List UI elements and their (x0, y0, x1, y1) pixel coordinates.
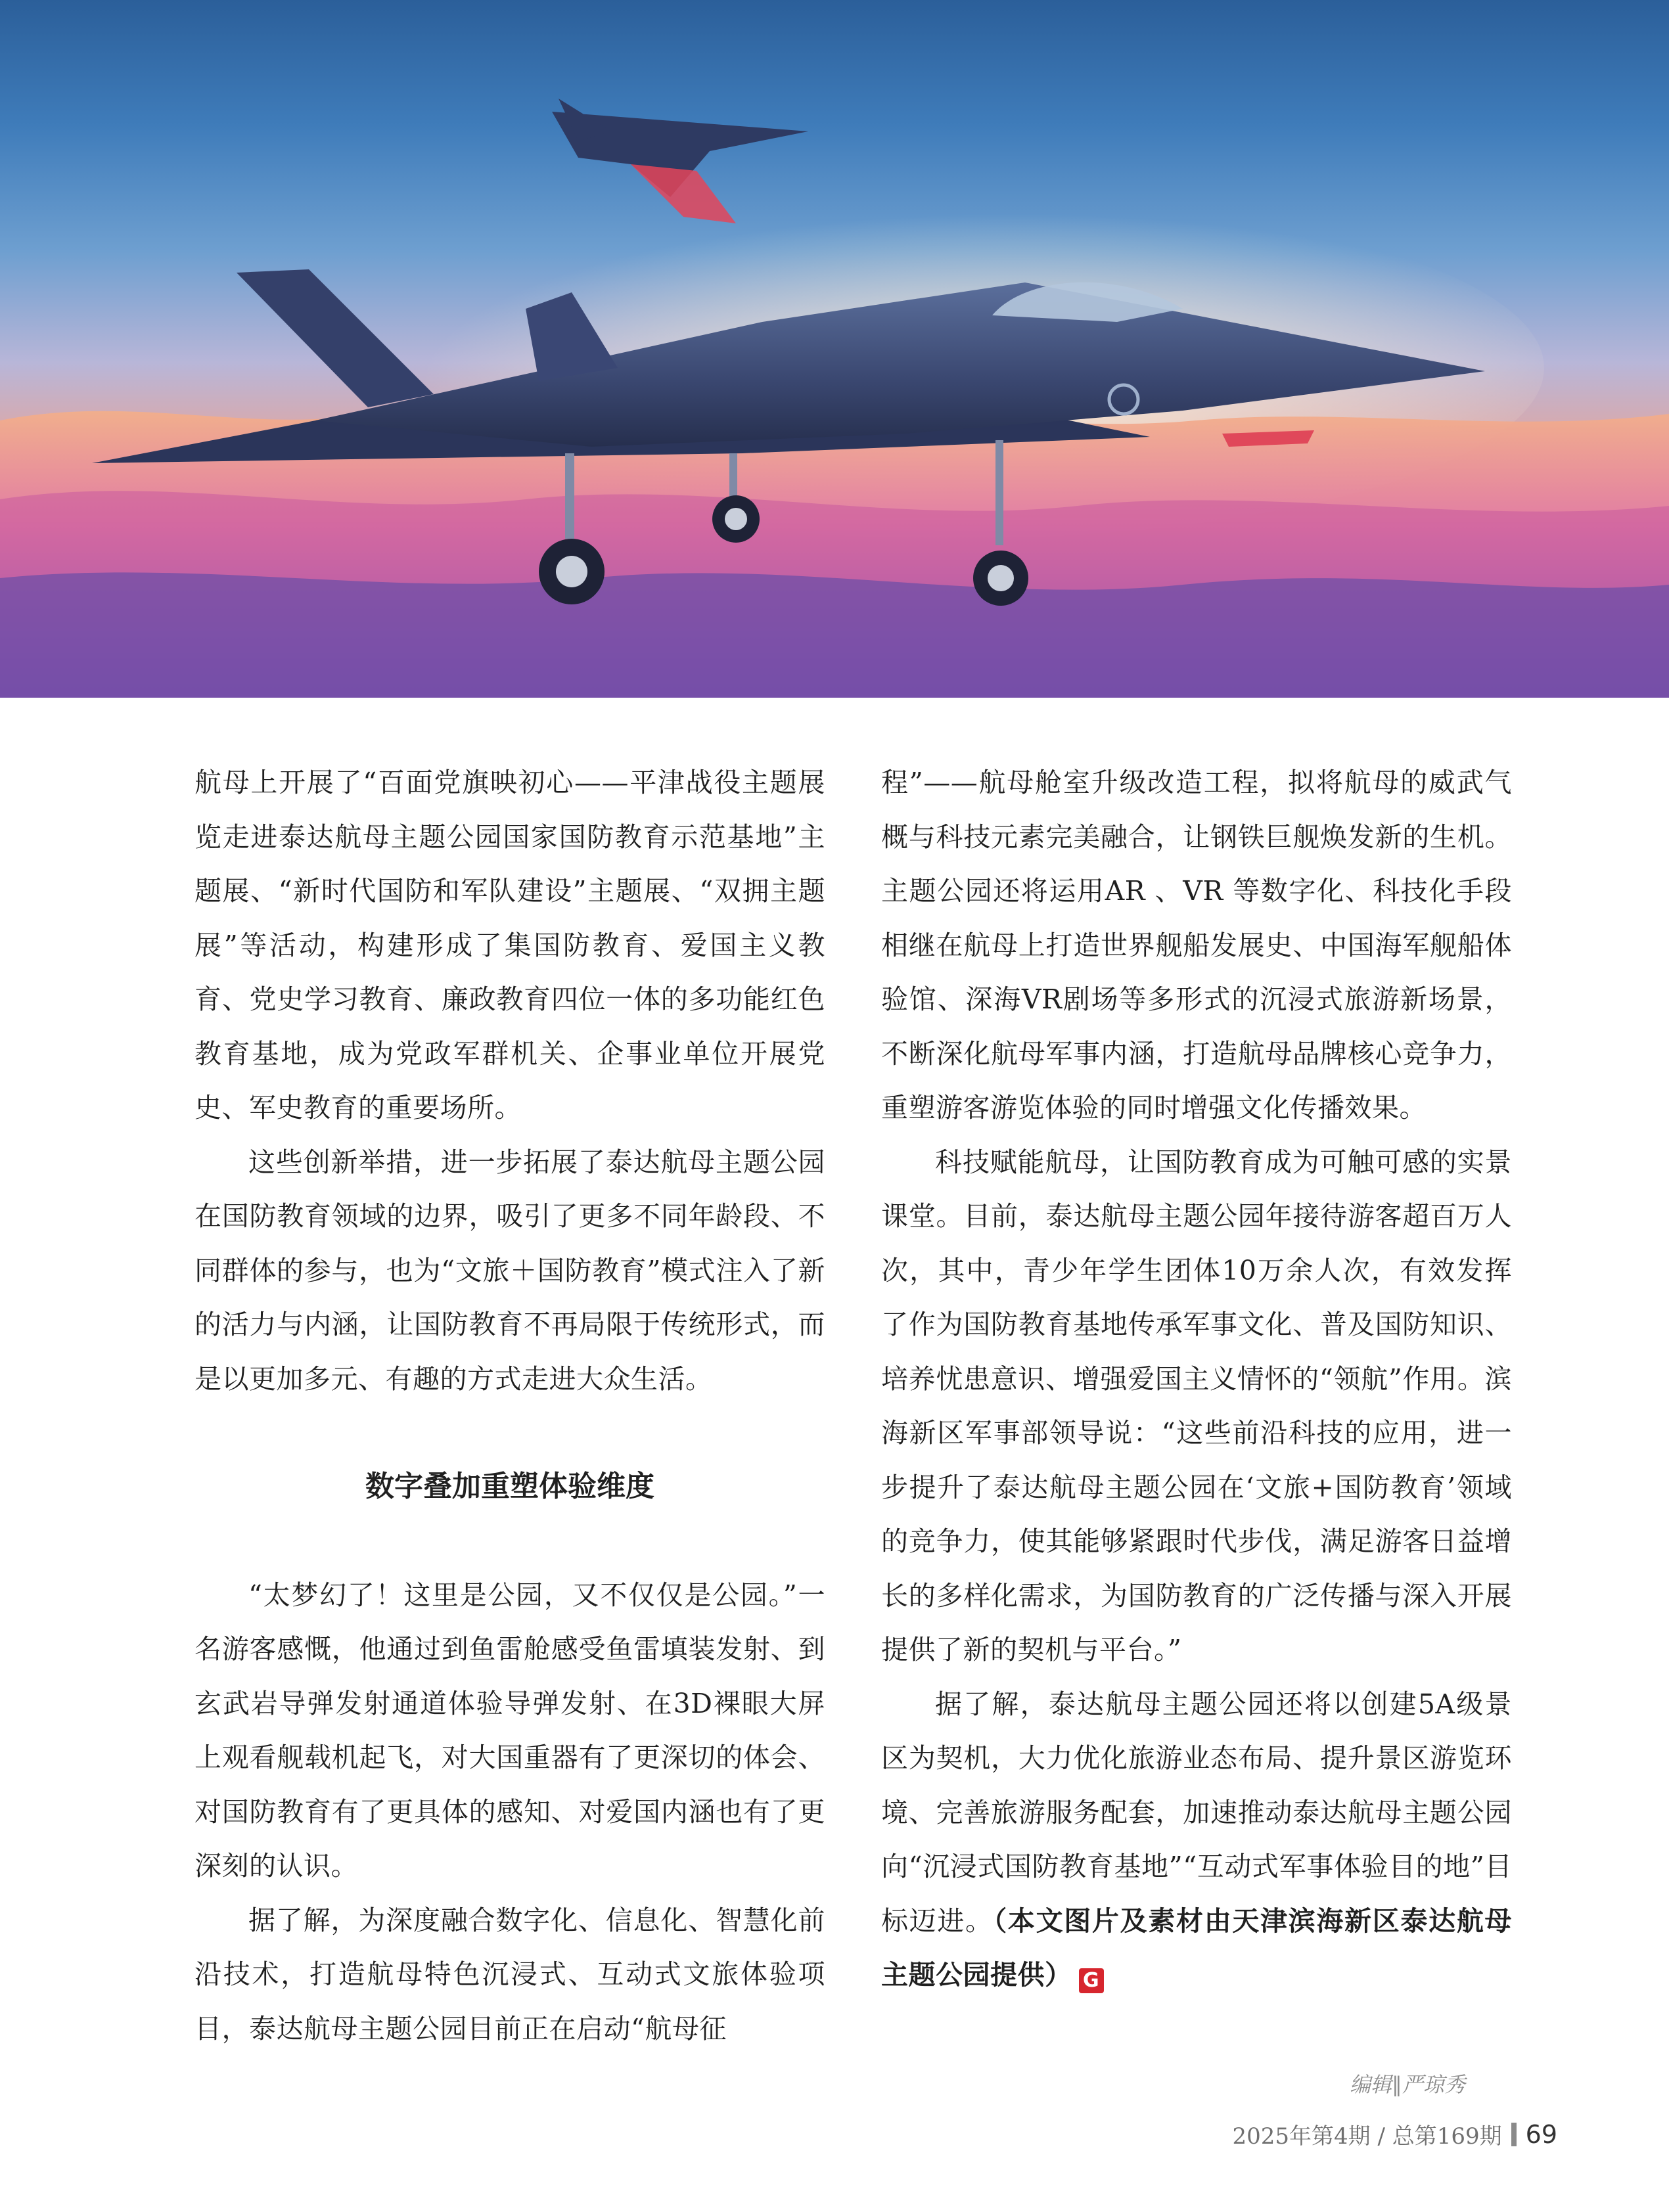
paragraph: 程”——航母舱室升级改造工程，拟将航母的威武气概与科技元素完美融合，让钢铁巨舰焕发新的生机。主题公园还将运用AR 、VR 等数字化、科技化手段相继在航母上打造世界舰船发展史、中国海军舰船体验馆、深海VR剧场等多形式的沉浸式旅游新场景，不断深化航母军事内涵，打造航母品牌核心竞争力，重塑游客游览体验的同时增强文化传播效果。 (881, 767, 1512, 1123)
editor-credit: 编辑∥严琼秀 (1349, 2072, 1465, 2097)
paragraph-final (881, 1677, 1512, 2002)
page-footer (1233, 2118, 1557, 2150)
right-column (881, 756, 1512, 2002)
page-number: 69 (1525, 2119, 1557, 2149)
end-mark-icon: G (1079, 1968, 1104, 1993)
small-jet-icon (552, 99, 808, 223)
paragraph: 科技赋能航母，让国防教育成为可触可感的实景课堂。目前，泰达航母主题公园年接待游客超百万人次，其中，青少年学生团体10万余人次，有效发挥了作为国防教育基地传承军事文化、普及国防知识、培养忧患意识、增强爱国主义情怀的“领航”作用。滨海新区军事部领导说：“这些前沿科技的应用，进一步提升了泰达航母主题公园在‘文旅+国防教育’领域的竞争力，使其能够紧跟时代步伐，满足游客日益增长的多样化需求，为国防教育的广泛传播与深入开展提供了新的契机与平台。” (881, 1146, 1512, 1665)
section-heading: 数字叠加重塑体验维度 (365, 1470, 654, 1503)
paragraph: 这些创新举措，进一步拓展了泰达航母主题公园在国防教育领域的边界，吸引了更多不同年龄段、不同群体的参与，也为“文旅＋国防教育”模式注入了新的活力与内涵，让国防教育不再局限于传统形式，而是以更加多元、有趣的方式走进大众生活。 (194, 1146, 825, 1395)
issue-info: 2025年第4期 / 总第169期 (1232, 2123, 1502, 2150)
paragraph: 航母上开展了“百面党旗映初心——平津战役主题展览走进泰达航母主题公园国家国防教育示范基地”主题展、“新时代国防和军队建设”主题展、“双拥主题展”等活动，构建形成了集国防教育、爱国主义教育、党史学习教育、廉政教育四位一体的多功能红色教育基地，成为党政军群机关、企事业单位开展党史、军史教育的重要场所。 (194, 767, 825, 1123)
divider-bar (1511, 2123, 1517, 2146)
photo-credit: （本文图片及素材由天津滨海新区泰达航母主题公园提供） (881, 1905, 1513, 1991)
paragraph: “太梦幻了！这里是公园，又不仅仅是公园。”一名游客感慨，他通过到鱼雷舱感受鱼雷填装发射、到玄武岩导弹发射通道体验导弹发射、在3D裸眼大屏上观看舰载机起飞，对大国重器有了更深切的体会、对国防教育有了更具体的感知、对爱国内涵也有了更深刻的认识。 (194, 1579, 825, 1882)
paragraph-text: 据了解，泰达航母主题公园还将以创建5A级景区为契机，大力优化旅游业态布局、提升景区游览环境、完善旅游服务配套，加速推动泰达航母主题公园向“沉浸式国防教育基地”“互动式军事体验目的地”目标迈进。 (881, 1688, 1512, 1937)
hero-photo (0, 0, 1669, 698)
left-column (194, 756, 825, 2056)
paragraph: 据了解，为深度融合数字化、信息化、智慧化前沿技术，打造航母特色沉浸式、互动式文旅体验项目，泰达航母主题公园目前正在启动“航母征 (194, 1904, 825, 2044)
fighter-jet-illustration (0, 0, 1669, 698)
